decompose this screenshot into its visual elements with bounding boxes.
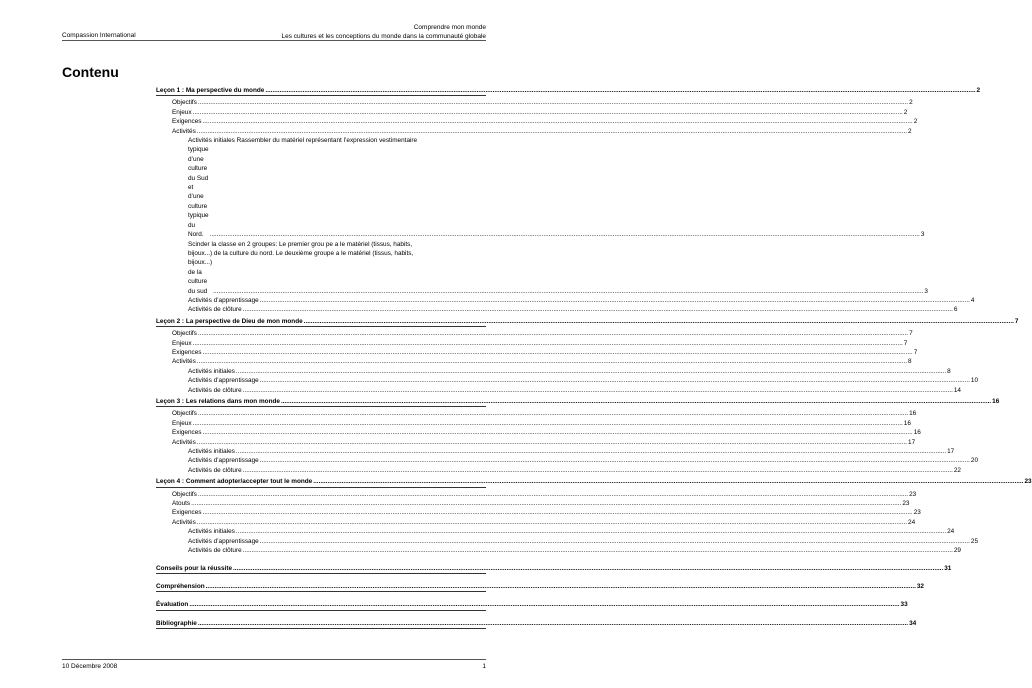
header-org: Compassion International (62, 32, 136, 39)
dot-leader: ................................................................................................................................................................................................................................................................................................................................................................................................................ (259, 537, 970, 545)
toc-l2-initiales[interactable] (156, 367, 951, 376)
toc-page-number: 32 (916, 582, 924, 590)
toc-entry-title: Activités (172, 358, 196, 366)
dot-leader: ................................................................................................................................................................................................................................................................................................................................................................................................................ (202, 348, 913, 356)
toc-page-number: 4 (970, 296, 975, 304)
toc-bibliographie[interactable] (156, 617, 917, 629)
footer-page-number: 1 (482, 663, 486, 670)
toc-l3-cloture[interactable] (156, 466, 961, 475)
toc-l2-apprentissage[interactable] (156, 376, 979, 385)
toc-page-number: 6 (953, 306, 958, 314)
toc-entry-title: Activités initiales (188, 367, 235, 375)
toc-lesson-2[interactable] (156, 315, 1019, 327)
toc-conseils[interactable] (156, 562, 952, 574)
toc-entry-title: Atouts (172, 500, 191, 508)
dot-leader: ................................................................................................................................................................................................................................................................................................................................................................................................................ (192, 108, 903, 116)
toc-page-number: 24 (908, 518, 916, 526)
toc-l4-atouts[interactable] (156, 499, 910, 508)
toc-page-number: 7 (913, 348, 918, 356)
dot-leader: ................................................................................................................................................................................................................................................................................................................................................................................................................ (192, 339, 903, 347)
dot-leader: ................................................................................................................................................................................................................................................................................................................................................................................................................ (213, 287, 924, 295)
dot-leader: ................................................................................................................................................................................................................................................................................................................................................................................................................ (259, 457, 970, 465)
toc-page-number: 20 (970, 457, 979, 465)
toc-entry-title: Activités de clôture (188, 386, 242, 394)
toc-page-number: 16 (909, 410, 917, 418)
toc-entry-title: Objectifs (172, 490, 197, 498)
toc-entry-title: Enjeux (172, 108, 192, 116)
dot-leader: ................................................................................................................................................................................................................................................................................................................................................................................................................ (205, 582, 916, 590)
toc-l2-exigences[interactable] (156, 348, 918, 357)
toc-page-number: 31 (944, 564, 952, 572)
toc-l1-activites[interactable] (156, 127, 912, 136)
toc-l1-exigences[interactable] (156, 117, 918, 126)
toc-entry-title: Activités d’apprentissage (188, 457, 259, 465)
toc-page-number: 34 (909, 619, 917, 627)
toc-evaluation[interactable] (156, 598, 908, 610)
toc-l2-objectifs[interactable] (156, 329, 913, 338)
toc-entry-title: Exigences (172, 348, 202, 356)
dot-leader: ................................................................................................................................................................................................................................................................................................................................................................................................................ (202, 509, 913, 517)
header-doc-title-line1: Comprendre mon monde (413, 24, 486, 31)
toc-page-number: 16 (992, 398, 1000, 405)
toc-entry-title: Compréhension (156, 582, 205, 590)
dot-leader: ................................................................................................................................................................................................................................................................................................................................................................................................................ (235, 448, 947, 456)
toc-l4-cloture[interactable] (156, 546, 961, 555)
toc-entry-title: Activités d’apprentissage (188, 296, 259, 304)
toc-page-number: 16 (903, 419, 911, 427)
toc-page-number: 3 (920, 231, 925, 239)
toc-l3-objectifs[interactable] (156, 409, 917, 418)
toc-page-number: 14 (953, 386, 961, 394)
dot-leader: ................................................................................................................................................................................................................................................................................................................................................................................................................ (192, 419, 903, 427)
toc-lesson-4[interactable] (156, 475, 1032, 487)
toc-l1-objectifs[interactable] (156, 98, 913, 107)
dot-leader: ................................................................................................................................................................................................................................................................................................................................................................................................................ (259, 296, 970, 304)
toc-page-number: 25 (970, 537, 979, 545)
dot-leader: ................................................................................................................................................................................................................................................................................................................................................................................................................ (202, 118, 913, 126)
toc-entry-title: Exigences (172, 429, 202, 437)
dot-leader: ................................................................................................................................................................................................................................................................................................................................................................................................................ (191, 500, 902, 508)
toc-page-number: 17 (908, 438, 916, 446)
toc-page-number: 2 (909, 99, 913, 107)
toc-entry-title: Activités de clôture (188, 547, 242, 555)
toc-entry-title: Activités de clôture (188, 466, 242, 474)
dot-leader: ................................................................................................................................................................................................................................................................................................................................................................................................................ (303, 317, 1014, 325)
dot-leader: ................................................................................................................................................................................................................................................................................................................................................................................................................ (197, 330, 909, 338)
toc-page-number: 23 (913, 509, 921, 517)
toc-l3-apprentissage[interactable] (156, 456, 979, 465)
toc-page-number: 23 (1024, 478, 1032, 486)
toc-entry-title: Objectifs (172, 410, 197, 418)
toc-page-number: 7 (903, 339, 908, 347)
footer-rule (62, 659, 486, 660)
toc-entry-title: Activités d’apprentissage (188, 537, 259, 545)
dot-leader: ................................................................................................................................................................................................................................................................................................................................................................................................................ (209, 231, 920, 239)
toc-entry-title: Objectifs (172, 99, 197, 107)
dot-leader: ................................................................................................................................................................................................................................................................................................................................................................................................................ (197, 490, 909, 498)
toc-entry-title: Activités d’apprentissage (188, 377, 259, 385)
dot-leader: ................................................................................................................................................................................................................................................................................................................................................................................................................ (242, 466, 953, 474)
toc-page-number: 23 (902, 500, 910, 508)
toc-entry-title: Leçon 2 : La perspective de Dieu de mon monde (156, 317, 303, 325)
dot-leader: ................................................................................................................................................................................................................................................................................................................................................................................................................ (259, 377, 970, 385)
toc-entry-title: bijoux...) de la culture du sud (188, 259, 213, 295)
toc-page-number: 10 (970, 377, 979, 385)
table-of-contents (156, 84, 1032, 631)
dot-leader: ................................................................................................................................................................................................................................................................................................................................................................................................................ (313, 478, 1024, 486)
toc-l1-apprentissage[interactable] (156, 296, 975, 305)
dot-leader: ................................................................................................................................................................................................................................................................................................................................................................................................................ (265, 87, 976, 94)
toc-l3-enjeux[interactable] (156, 419, 911, 428)
footer-date: 10 Décembre 2008 (62, 663, 118, 670)
toc-page-number: 33 (900, 601, 908, 609)
toc-page-number: 7 (1014, 317, 1019, 325)
toc-page-number: 23 (909, 490, 917, 498)
toc-entry-title: Activités (172, 438, 196, 446)
dot-leader: ................................................................................................................................................................................................................................................................................................................................................................................................................ (196, 127, 908, 135)
dot-leader: ................................................................................................................................................................................................................................................................................................................................................................................................................ (242, 306, 953, 314)
toc-lesson-1[interactable] (156, 84, 981, 96)
toc-entry-title: Activités de clôture (188, 306, 242, 314)
toc-l1-scinder-classe[interactable]: Scinder la classe en 2 groupes: Le premier grou pe a le matériel (tissus, habits, bijoux...) de la culture du nord. Le deuxième groupe a le matériel (tissus, habits, bijoux...) de la culture du sud ................................................................................................................................................................................................................................................................................................................................................................................................................ 3 (188, 240, 928, 295)
page-title: Contenu (62, 64, 119, 80)
dot-leader: ................................................................................................................................................................................................................................................................................................................................................................................................................ (189, 601, 900, 609)
toc-page-number: 7 (909, 330, 913, 338)
toc-l4-exigences[interactable] (156, 508, 921, 517)
header-doc-title (281, 24, 486, 41)
dot-leader: ................................................................................................................................................................................................................................................................................................................................................................................................................ (235, 528, 947, 536)
toc-l4-apprentissage[interactable] (156, 537, 979, 546)
header-doc-title-line2: Les cultures et les conceptions du monde dans la communauté globale (281, 32, 486, 40)
dot-leader: ................................................................................................................................................................................................................................................................................................................................................................................................................ (196, 358, 908, 366)
toc-page-number: 8 (947, 367, 951, 375)
toc-page-number: 16 (913, 429, 921, 437)
toc-entry-title: Évaluation (156, 601, 189, 609)
dot-leader: ................................................................................................................................................................................................................................................................................................................................................................................................................ (280, 398, 992, 405)
dot-leader: ................................................................................................................................................................................................................................................................................................................................................................................................................ (197, 410, 909, 418)
dot-leader: ................................................................................................................................................................................................................................................................................................................................................................................................................ (196, 438, 908, 446)
toc-entry-title: Objectifs (172, 330, 197, 338)
toc-entry-title: Leçon 3 : Les relations dans mon monde (156, 398, 280, 405)
toc-l2-cloture[interactable] (156, 386, 961, 395)
toc-l2-enjeux[interactable] (156, 339, 908, 348)
toc-entry-title: Leçon 1 : Ma perspective du monde (156, 87, 265, 94)
toc-lesson-3[interactable] (156, 395, 1000, 407)
toc-page-number: 3 (924, 287, 928, 295)
toc-page-number: 17 (947, 448, 955, 456)
toc-entry-title: Exigences (172, 118, 202, 126)
toc-page-number: 29 (953, 547, 961, 555)
toc-page-number: 8 (908, 358, 912, 366)
toc-entry-title: Conseils pour la réussite (156, 564, 233, 572)
toc-l4-initiales[interactable] (156, 527, 955, 536)
dot-leader: ................................................................................................................................................................................................................................................................................................................................................................................................................ (233, 564, 944, 572)
toc-l3-initiales[interactable] (156, 447, 955, 456)
toc-l4-activites[interactable] (156, 518, 916, 527)
toc-l3-exigences[interactable] (156, 428, 921, 437)
toc-page-number: 2 (913, 118, 918, 126)
toc-entry-title: Bibliographie (156, 619, 197, 627)
toc-page-number: 22 (953, 466, 961, 474)
toc-page-number: 2 (976, 87, 981, 94)
header-rule (62, 40, 486, 41)
toc-page-number: 2 (908, 127, 912, 135)
dot-leader: ................................................................................................................................................................................................................................................................................................................................................................................................................ (196, 518, 908, 526)
toc-l1-activites-initiales[interactable]: Activités initiales Rassembler du matériel représentant l’expression vestimentaire typique d’une culture du Sud et d’une culture typique du Nord. ................................................................................................................................................................................................................................................................................................................................................................................................................ 3 (188, 137, 925, 239)
toc-entry-title: Activités (172, 127, 196, 135)
toc-entry-title: Activités initiales (188, 448, 235, 456)
toc-l1-enjeux[interactable] (156, 108, 908, 117)
dot-leader: ................................................................................................................................................................................................................................................................................................................................................................................................................ (242, 386, 953, 394)
toc-entry-title: Activités initiales (188, 528, 235, 536)
toc-page-number: 24 (947, 528, 955, 536)
toc-entry-title: Activités (172, 518, 196, 526)
dot-leader: ................................................................................................................................................................................................................................................................................................................................................................................................................ (197, 99, 909, 107)
toc-l3-activites[interactable] (156, 438, 916, 447)
toc-entry-title: Enjeux (172, 419, 192, 427)
toc-page-number: 2 (903, 108, 908, 116)
dot-leader: ................................................................................................................................................................................................................................................................................................................................................................................................................ (235, 367, 947, 375)
toc-comprehension[interactable] (156, 580, 924, 592)
toc-l2-activites[interactable] (156, 357, 912, 366)
dot-leader: ................................................................................................................................................................................................................................................................................................................................................................................................................ (202, 429, 913, 437)
toc-entry-title: Exigences (172, 509, 202, 517)
toc-l1-cloture[interactable] (156, 305, 958, 314)
dot-leader: ................................................................................................................................................................................................................................................................................................................................................................................................................ (197, 619, 909, 627)
dot-leader: ................................................................................................................................................................................................................................................................................................................................................................................................................ (242, 547, 953, 555)
toc-entry-title: typique d’une culture du Sud et d’une culture typique du Nord. (188, 146, 209, 239)
toc-entry-title: Leçon 4 : Comment adopter/accepter tout le monde (156, 478, 313, 486)
toc-entry-title: Enjeux (172, 339, 192, 347)
toc-l4-objectifs[interactable] (156, 490, 917, 499)
